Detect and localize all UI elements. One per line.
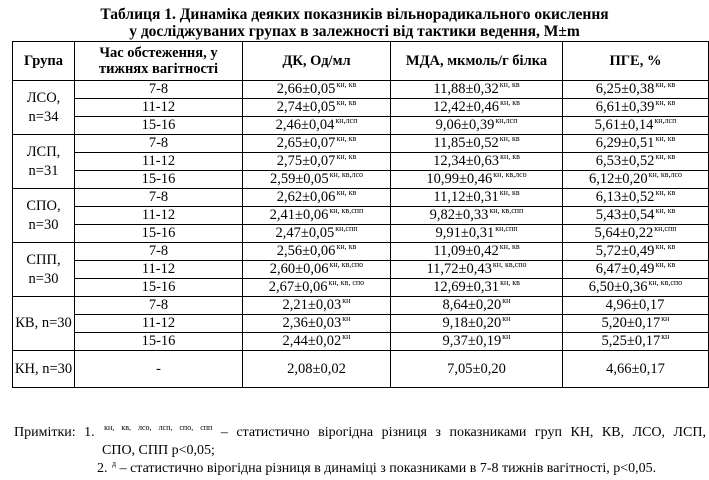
dk-cell bbox=[243, 225, 391, 243]
dk-cell-value: 2,65±0,07 bbox=[276, 135, 336, 151]
mda-cell-value: 11,85±0,52 bbox=[433, 135, 499, 151]
mda-cell bbox=[391, 189, 563, 207]
dk-cell bbox=[243, 135, 391, 153]
mda-cell bbox=[391, 99, 563, 117]
note-1 bbox=[14, 424, 706, 442]
dk-cell-value: 2,62±0,06 bbox=[276, 189, 336, 205]
group-cell: КН, n=30 bbox=[13, 351, 75, 388]
pge-cell bbox=[563, 297, 709, 315]
pge-cell-superscript: кн, кв bbox=[655, 98, 676, 107]
mda-cell-superscript: кн,спп bbox=[495, 224, 518, 233]
pge-cell-value: 5,72±0,49 bbox=[595, 243, 655, 259]
mda-cell-value: 11,09±0,42 bbox=[433, 243, 499, 259]
table-body bbox=[13, 81, 709, 388]
dk-cell bbox=[243, 261, 391, 279]
dk-cell-superscript: кн, кв,спп bbox=[329, 206, 364, 215]
pge-cell bbox=[563, 189, 709, 207]
pge-cell-superscript: кн, кв bbox=[655, 188, 676, 197]
week-cell: 11-12 bbox=[75, 261, 243, 279]
note-2-label: 2. bbox=[97, 461, 108, 476]
dk-cell-value: 2,56±0,06 bbox=[276, 243, 336, 259]
dk-cell-superscript: кн, кв bbox=[336, 98, 357, 107]
pge-cell bbox=[563, 333, 709, 351]
dk-cell bbox=[243, 207, 391, 225]
note-1-continued: СПО, СПП р<0,05; bbox=[102, 443, 215, 458]
pge-cell-value: 5,25±0,17 bbox=[601, 333, 661, 349]
table-row bbox=[13, 333, 709, 351]
mda-cell-value: 12,34±0,63 bbox=[433, 153, 500, 169]
mda-cell-superscript: кн,лсп bbox=[495, 116, 518, 125]
pge-cell bbox=[563, 279, 709, 297]
week-cell: 7-8 bbox=[75, 135, 243, 153]
pge-cell bbox=[563, 243, 709, 261]
mda-cell-value: 9,91±0,31 bbox=[435, 225, 495, 241]
pge-cell-superscript: кн, кв bbox=[655, 242, 676, 251]
dk-cell bbox=[243, 81, 391, 99]
mda-cell bbox=[391, 117, 563, 135]
group-cell: КВ, n=30 bbox=[13, 297, 75, 351]
table-row bbox=[13, 297, 709, 315]
mda-cell-value: 9,82±0,33 bbox=[429, 207, 489, 223]
table-caption-line2: у досліджуваних групах в залежності від тактики ведення, M±m bbox=[129, 23, 580, 40]
mda-cell-superscript: кн, кв bbox=[499, 80, 520, 89]
table-row bbox=[13, 135, 709, 153]
pge-cell-superscript: кн, кв bbox=[655, 260, 676, 269]
dk-cell-value: 2,47±0,05 bbox=[275, 225, 335, 241]
header-dk: ДК, Од/мл bbox=[243, 42, 391, 81]
dk-cell-value: 2,59±0,05 bbox=[269, 171, 329, 187]
pge-cell-superscript: кн,лсп bbox=[654, 116, 677, 125]
dk-cell-superscript: кн, кв bbox=[336, 152, 357, 161]
pge-cell bbox=[563, 117, 709, 135]
group-cell: СПО, n=30 bbox=[13, 189, 75, 243]
table-row bbox=[13, 171, 709, 189]
dk-cell-value: 2,21±0,03 bbox=[282, 297, 342, 313]
pge-cell-superscript: кн, кв,спо bbox=[648, 278, 683, 287]
pge-cell-value: 6,25±0,38 bbox=[595, 81, 655, 97]
group-cell: ЛСП, n=31 bbox=[13, 135, 75, 189]
dk-cell bbox=[243, 189, 391, 207]
mda-cell bbox=[391, 135, 563, 153]
dk-cell-value: 2,36±0,03 bbox=[282, 315, 342, 331]
dk-cell-value: 2,67±0,06 bbox=[268, 279, 328, 295]
mda-cell bbox=[391, 243, 563, 261]
table-row bbox=[13, 261, 709, 279]
pge-cell-value: 6,53±0,52 bbox=[595, 153, 655, 169]
pge-cell-superscript: кн, кв bbox=[655, 80, 676, 89]
table-row bbox=[13, 243, 709, 261]
mda-cell bbox=[391, 207, 563, 225]
mda-cell-value: 9,37±0,19 bbox=[442, 333, 502, 349]
pge-cell bbox=[563, 135, 709, 153]
note-2 bbox=[14, 460, 706, 478]
week-cell: 7-8 bbox=[75, 297, 243, 315]
header-time: Час обстеження, у тижнях вагітності bbox=[75, 42, 243, 81]
pge-cell bbox=[563, 171, 709, 189]
dk-cell-value: 2,44±0,02 bbox=[282, 333, 342, 349]
pge-cell-superscript: кн, кв,лсо bbox=[648, 170, 683, 179]
mda-cell bbox=[391, 279, 563, 297]
week-cell: 15-16 bbox=[75, 117, 243, 135]
pge-cell-value: 5,61±0,14 bbox=[594, 117, 654, 133]
table-caption-line1: Таблиця 1. Динаміка деяких показників вільнорадикального окислення bbox=[100, 6, 609, 23]
dk-cell-superscript: кн, кв bbox=[336, 80, 357, 89]
week-cell: 7-8 bbox=[75, 189, 243, 207]
dk-cell-superscript: кн, кв bbox=[336, 134, 357, 143]
mda-cell-value: 9,18±0,20 bbox=[442, 315, 502, 331]
dk-cell-value: 2,75±0,07 bbox=[276, 153, 336, 169]
pge-cell-superscript: кн,спп bbox=[654, 224, 677, 233]
dk-cell bbox=[243, 315, 391, 333]
pge-cell-value: 4,96±0,17 bbox=[605, 297, 665, 313]
pge-cell-value: 5,20±0,17 bbox=[601, 315, 661, 331]
week-cell: 11-12 bbox=[75, 207, 243, 225]
pge-cell-superscript: кн, кв bbox=[655, 134, 676, 143]
mda-cell-superscript: кн, кв,лсо bbox=[493, 170, 527, 179]
dk-cell-superscript: кн, кв bbox=[336, 242, 357, 251]
dk-cell bbox=[243, 333, 391, 351]
mda-cell-value: 11,12±0,31 bbox=[433, 189, 499, 205]
pge-cell-value: 6,12±0,20 bbox=[588, 171, 648, 187]
dk-cell-superscript: кн,лсп bbox=[335, 116, 358, 125]
dk-cell-superscript: кн,спп bbox=[335, 224, 358, 233]
week-cell: 15-16 bbox=[75, 279, 243, 297]
dk-cell-value: 2,41±0,06 bbox=[269, 207, 329, 223]
mda-cell-superscript: кн bbox=[502, 332, 511, 341]
dk-cell-superscript: кн, кв,лсо bbox=[329, 170, 364, 179]
table-row bbox=[13, 207, 709, 225]
note-2-sup: д bbox=[112, 459, 117, 468]
pge-cell-value: 6,47±0,49 bbox=[595, 261, 655, 277]
mda-cell-superscript: кн bbox=[502, 314, 511, 323]
pge-cell bbox=[563, 315, 709, 333]
table-row bbox=[13, 99, 709, 117]
mda-cell bbox=[391, 153, 563, 171]
dk-cell-value: 2,74±0,05 bbox=[276, 99, 336, 115]
dk-cell-value: 2,46±0,04 bbox=[275, 117, 335, 133]
mda-cell-value: 12,69±0,31 bbox=[433, 279, 500, 295]
mda-cell bbox=[391, 225, 563, 243]
mda-cell bbox=[391, 81, 563, 99]
pge-cell bbox=[563, 207, 709, 225]
pge-cell-superscript: кн, кв bbox=[655, 152, 676, 161]
dk-cell bbox=[243, 279, 391, 297]
table-row bbox=[13, 81, 709, 99]
table-row-control bbox=[13, 351, 709, 388]
mda-cell bbox=[391, 171, 563, 189]
pge-cell-superscript: кн bbox=[661, 314, 670, 323]
mda-cell bbox=[391, 261, 563, 279]
pge-cell bbox=[563, 261, 709, 279]
table-row bbox=[13, 153, 709, 171]
mda-cell-value: 8,64±0,20 bbox=[442, 297, 502, 313]
note-1-sup: кн, кв, лсо, лсп, спо, спп bbox=[104, 423, 213, 432]
dk-cell bbox=[243, 243, 391, 261]
pge-cell-value: 5,64±0,22 bbox=[594, 225, 654, 241]
dk-cell-superscript: кн, кв, спо bbox=[328, 278, 365, 287]
mda-cell-value: 12,42±0,46 bbox=[433, 99, 500, 115]
header-group: Група bbox=[13, 42, 75, 81]
table-row bbox=[13, 315, 709, 333]
pge-cell-value: 6,13±0,52 bbox=[595, 189, 655, 205]
mda-cell bbox=[391, 297, 563, 315]
dk-cell: 2,08±0,02 bbox=[243, 351, 391, 388]
group-cell: ЛСО, n=34 bbox=[13, 81, 75, 135]
dk-cell-superscript: кн bbox=[342, 332, 351, 341]
header-pge: ПГЕ, % bbox=[563, 42, 709, 81]
table-row bbox=[13, 189, 709, 207]
mda-cell-superscript: кн, кв bbox=[499, 242, 520, 251]
week-cell: 11-12 bbox=[75, 99, 243, 117]
dk-cell-value: 2,60±0,06 bbox=[269, 261, 329, 277]
dk-cell bbox=[243, 171, 391, 189]
dk-cell-superscript: кн bbox=[342, 314, 351, 323]
mda-cell-value: 11,72±0,43 bbox=[426, 261, 492, 277]
week-cell: 15-16 bbox=[75, 333, 243, 351]
mda-cell-superscript: кн bbox=[502, 296, 511, 305]
note-1-text: – статистично вірогідна різниця з показниками груп КН, КВ, ЛСО, ЛСП, bbox=[220, 425, 706, 440]
dk-cell bbox=[243, 117, 391, 135]
dk-cell-superscript: кн, кв bbox=[336, 188, 357, 197]
table-row bbox=[13, 225, 709, 243]
dk-cell-value: 2,66±0,05 bbox=[276, 81, 336, 97]
mda-cell-superscript: кн, кв bbox=[500, 98, 520, 107]
pge-cell bbox=[563, 81, 709, 99]
mda-cell-superscript: кн, кв,спп bbox=[489, 206, 524, 215]
week-cell: 15-16 bbox=[75, 225, 243, 243]
week-cell: 7-8 bbox=[75, 243, 243, 261]
table-notes bbox=[14, 424, 706, 478]
pge-cell-value: 6,29±0,51 bbox=[595, 135, 655, 151]
mda-cell-superscript: кн, кв bbox=[500, 278, 520, 287]
mda-cell-superscript: кн, кв,спо bbox=[492, 260, 527, 269]
group-cell: СПП, n=30 bbox=[13, 243, 75, 297]
mda-cell: 7,05±0,20 bbox=[391, 351, 563, 388]
table-row bbox=[13, 279, 709, 297]
week-cell: 11-12 bbox=[75, 153, 243, 171]
note-2-text: – статистично вірогідна різниця в динаміці з показниками в 7-8 тижнів вагітності, р<0,05. bbox=[119, 461, 657, 476]
header-mda: МДА, мкмоль/г білка bbox=[391, 42, 563, 81]
table-header-row bbox=[13, 42, 709, 81]
pge-cell bbox=[563, 225, 709, 243]
mda-cell bbox=[391, 315, 563, 333]
pge-cell bbox=[563, 153, 709, 171]
pge-cell-value: 5,43±0,54 bbox=[595, 207, 655, 223]
pge-cell-superscript: кн bbox=[661, 332, 670, 341]
pge-cell-value: 6,61±0,39 bbox=[595, 99, 655, 115]
mda-cell-superscript: кн, кв bbox=[500, 152, 520, 161]
mda-cell-superscript: кн, кв bbox=[499, 134, 520, 143]
table-row bbox=[13, 117, 709, 135]
mda-cell-value: 11,88±0,32 bbox=[433, 81, 499, 97]
week-cell: - bbox=[75, 351, 243, 388]
pge-cell-superscript: кн, кв bbox=[655, 206, 676, 215]
mda-cell-superscript: кн, кв bbox=[499, 188, 520, 197]
mda-cell bbox=[391, 333, 563, 351]
table-caption bbox=[0, 6, 709, 40]
pge-cell-value: 6,50±0,36 bbox=[588, 279, 648, 295]
data-table bbox=[12, 41, 709, 388]
dk-cell-superscript: кн bbox=[342, 296, 351, 305]
week-cell: 7-8 bbox=[75, 81, 243, 99]
note-1-label: Примітки: 1. bbox=[14, 425, 95, 440]
dk-cell bbox=[243, 153, 391, 171]
pge-cell: 4,66±0,17 bbox=[563, 351, 709, 388]
dk-cell-superscript: кн, кв,спо bbox=[329, 260, 364, 269]
pge-cell bbox=[563, 99, 709, 117]
week-cell: 11-12 bbox=[75, 315, 243, 333]
mda-cell-value: 10,99±0,46 bbox=[426, 171, 493, 187]
week-cell: 15-16 bbox=[75, 171, 243, 189]
dk-cell bbox=[243, 297, 391, 315]
dk-cell bbox=[243, 99, 391, 117]
mda-cell-value: 9,06±0,39 bbox=[435, 117, 495, 133]
